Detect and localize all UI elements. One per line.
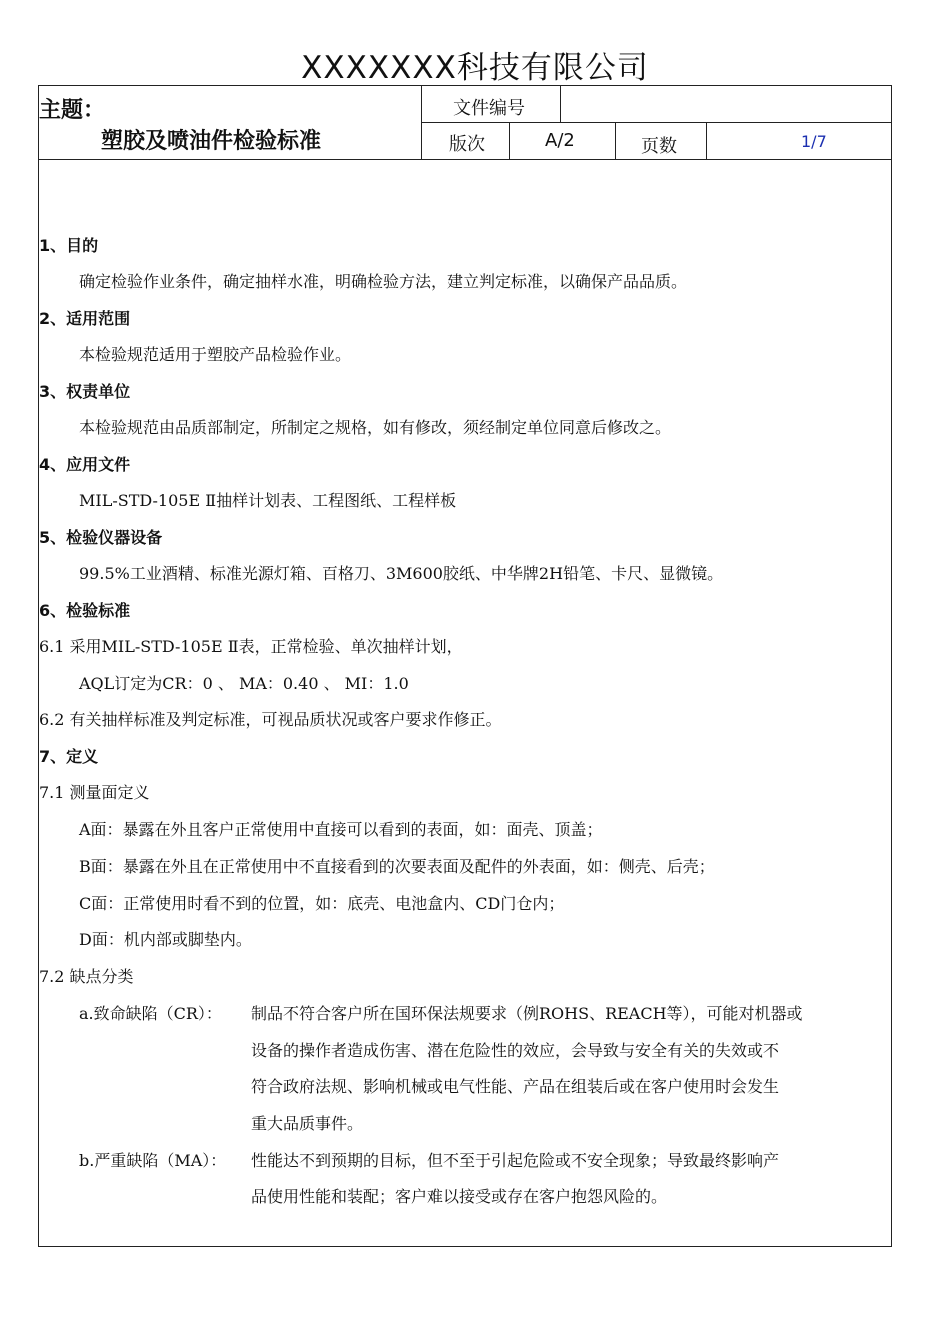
header-divider-1 — [421, 86, 422, 159]
header-mid-line — [421, 122, 891, 123]
section-4-title: 4、应用文件 — [39, 455, 131, 474]
surface-a-definition: A面：暴露在外且客户正常使用中直接可以看到的表面，如：面壳、顶盖； — [79, 820, 603, 839]
critical-defect-label: a.致命缺陷（CR）： — [79, 1004, 222, 1023]
critical-defect-line-1: 制品不符合客户所在国环保法规要求（例ROHS、REACH等），可能对机器或 — [251, 1004, 803, 1023]
section-1-text: 确定检验作业条件，确定抽样水准，明确检验方法，建立判定标准，以确保产品品质。 — [79, 272, 688, 291]
section-3-text: 本检验规范由品质部制定，所制定之规格，如有修改，须经制定单位同意后修改之。 — [79, 418, 672, 437]
revision-label: 版次 — [449, 134, 485, 155]
critical-defect-line-2: 设备的操作者造成伤害、潜在危险性的效应，会导致与安全有关的失效或不 — [251, 1041, 780, 1060]
header-divider-2 — [560, 86, 561, 122]
critical-defect-line-3: 符合政府法规、影响机械或电气性能、产品在组装后或在客户使用时会发生 — [251, 1077, 780, 1096]
header-bottom-line — [39, 159, 891, 160]
section-2-title: 2、适用范围 — [39, 309, 131, 328]
section-6-2: 6.2 有关抽样标准及判定标准，可视品质状况或客户要求作修正。 — [39, 710, 502, 729]
section-2-text: 本检验规范适用于塑胶产品检验作业。 — [79, 345, 352, 364]
header-divider-4 — [615, 122, 616, 159]
major-defect-line-1: 性能达不到预期的目标，但不至于引起危险或不安全现象；导致最终影响产 — [251, 1151, 780, 1170]
page-count-label: 页数 — [641, 136, 677, 157]
doc-number-label: 文件编号 — [453, 98, 525, 119]
critical-defect-line-4: 重大品质事件。 — [251, 1114, 364, 1133]
section-5-title: 5、检验仪器设备 — [39, 528, 163, 547]
surface-b-definition: B面：暴露在外且在正常使用中不直接看到的次要表面及配件的外表面，如：侧壳、后壳； — [79, 857, 715, 876]
section-5-text: 99.5%工业酒精、标准光源灯箱、百格刀、3M600胶纸、中华牌2H铅笔、卡尺、显微镜。 — [79, 564, 724, 583]
company-name: XXXXXXX科技有限公司 — [301, 50, 649, 86]
section-6-title: 6、检验标准 — [39, 601, 131, 620]
page-count-value: 1/7 — [801, 132, 827, 151]
subject-title: 塑胶及喷油件检验标准 — [101, 129, 322, 154]
subject-label: 主题： — [39, 98, 106, 123]
surface-c-definition: C面：正常使用时看不到的位置，如：底壳、电池盒内、CD门仓内； — [79, 894, 565, 913]
header-divider-5 — [706, 122, 707, 159]
section-4-text: MIL-STD-105E Ⅱ抽样计划表、工程图纸、工程样板 — [79, 491, 457, 510]
major-defect-label: b.严重缺陷（MA）： — [79, 1151, 227, 1170]
section-3-title: 3、权责单位 — [39, 382, 131, 401]
section-1-title: 1、目的 — [39, 236, 99, 255]
section-6-1-line-1: 6.1 采用MIL-STD-105E Ⅱ表，正常检验、单次抽样计划， — [39, 637, 463, 656]
document-frame — [38, 85, 892, 1247]
major-defect-line-2: 品使用性能和装配；客户难以接受或存在客户抱怨风险的。 — [251, 1187, 668, 1206]
section-7-1: 7.1 测量面定义 — [39, 783, 150, 802]
surface-d-definition: D面：机内部或脚垫内。 — [79, 930, 252, 949]
revision-value: A/2 — [545, 130, 575, 151]
section-7-2: 7.2 缺点分类 — [39, 967, 134, 986]
header-divider-3 — [509, 122, 510, 159]
section-6-1-line-2: AQL订定为CR：0 、 MA：0.40 、 MI：1.0 — [79, 674, 409, 693]
section-7-title: 7、定义 — [39, 747, 99, 766]
